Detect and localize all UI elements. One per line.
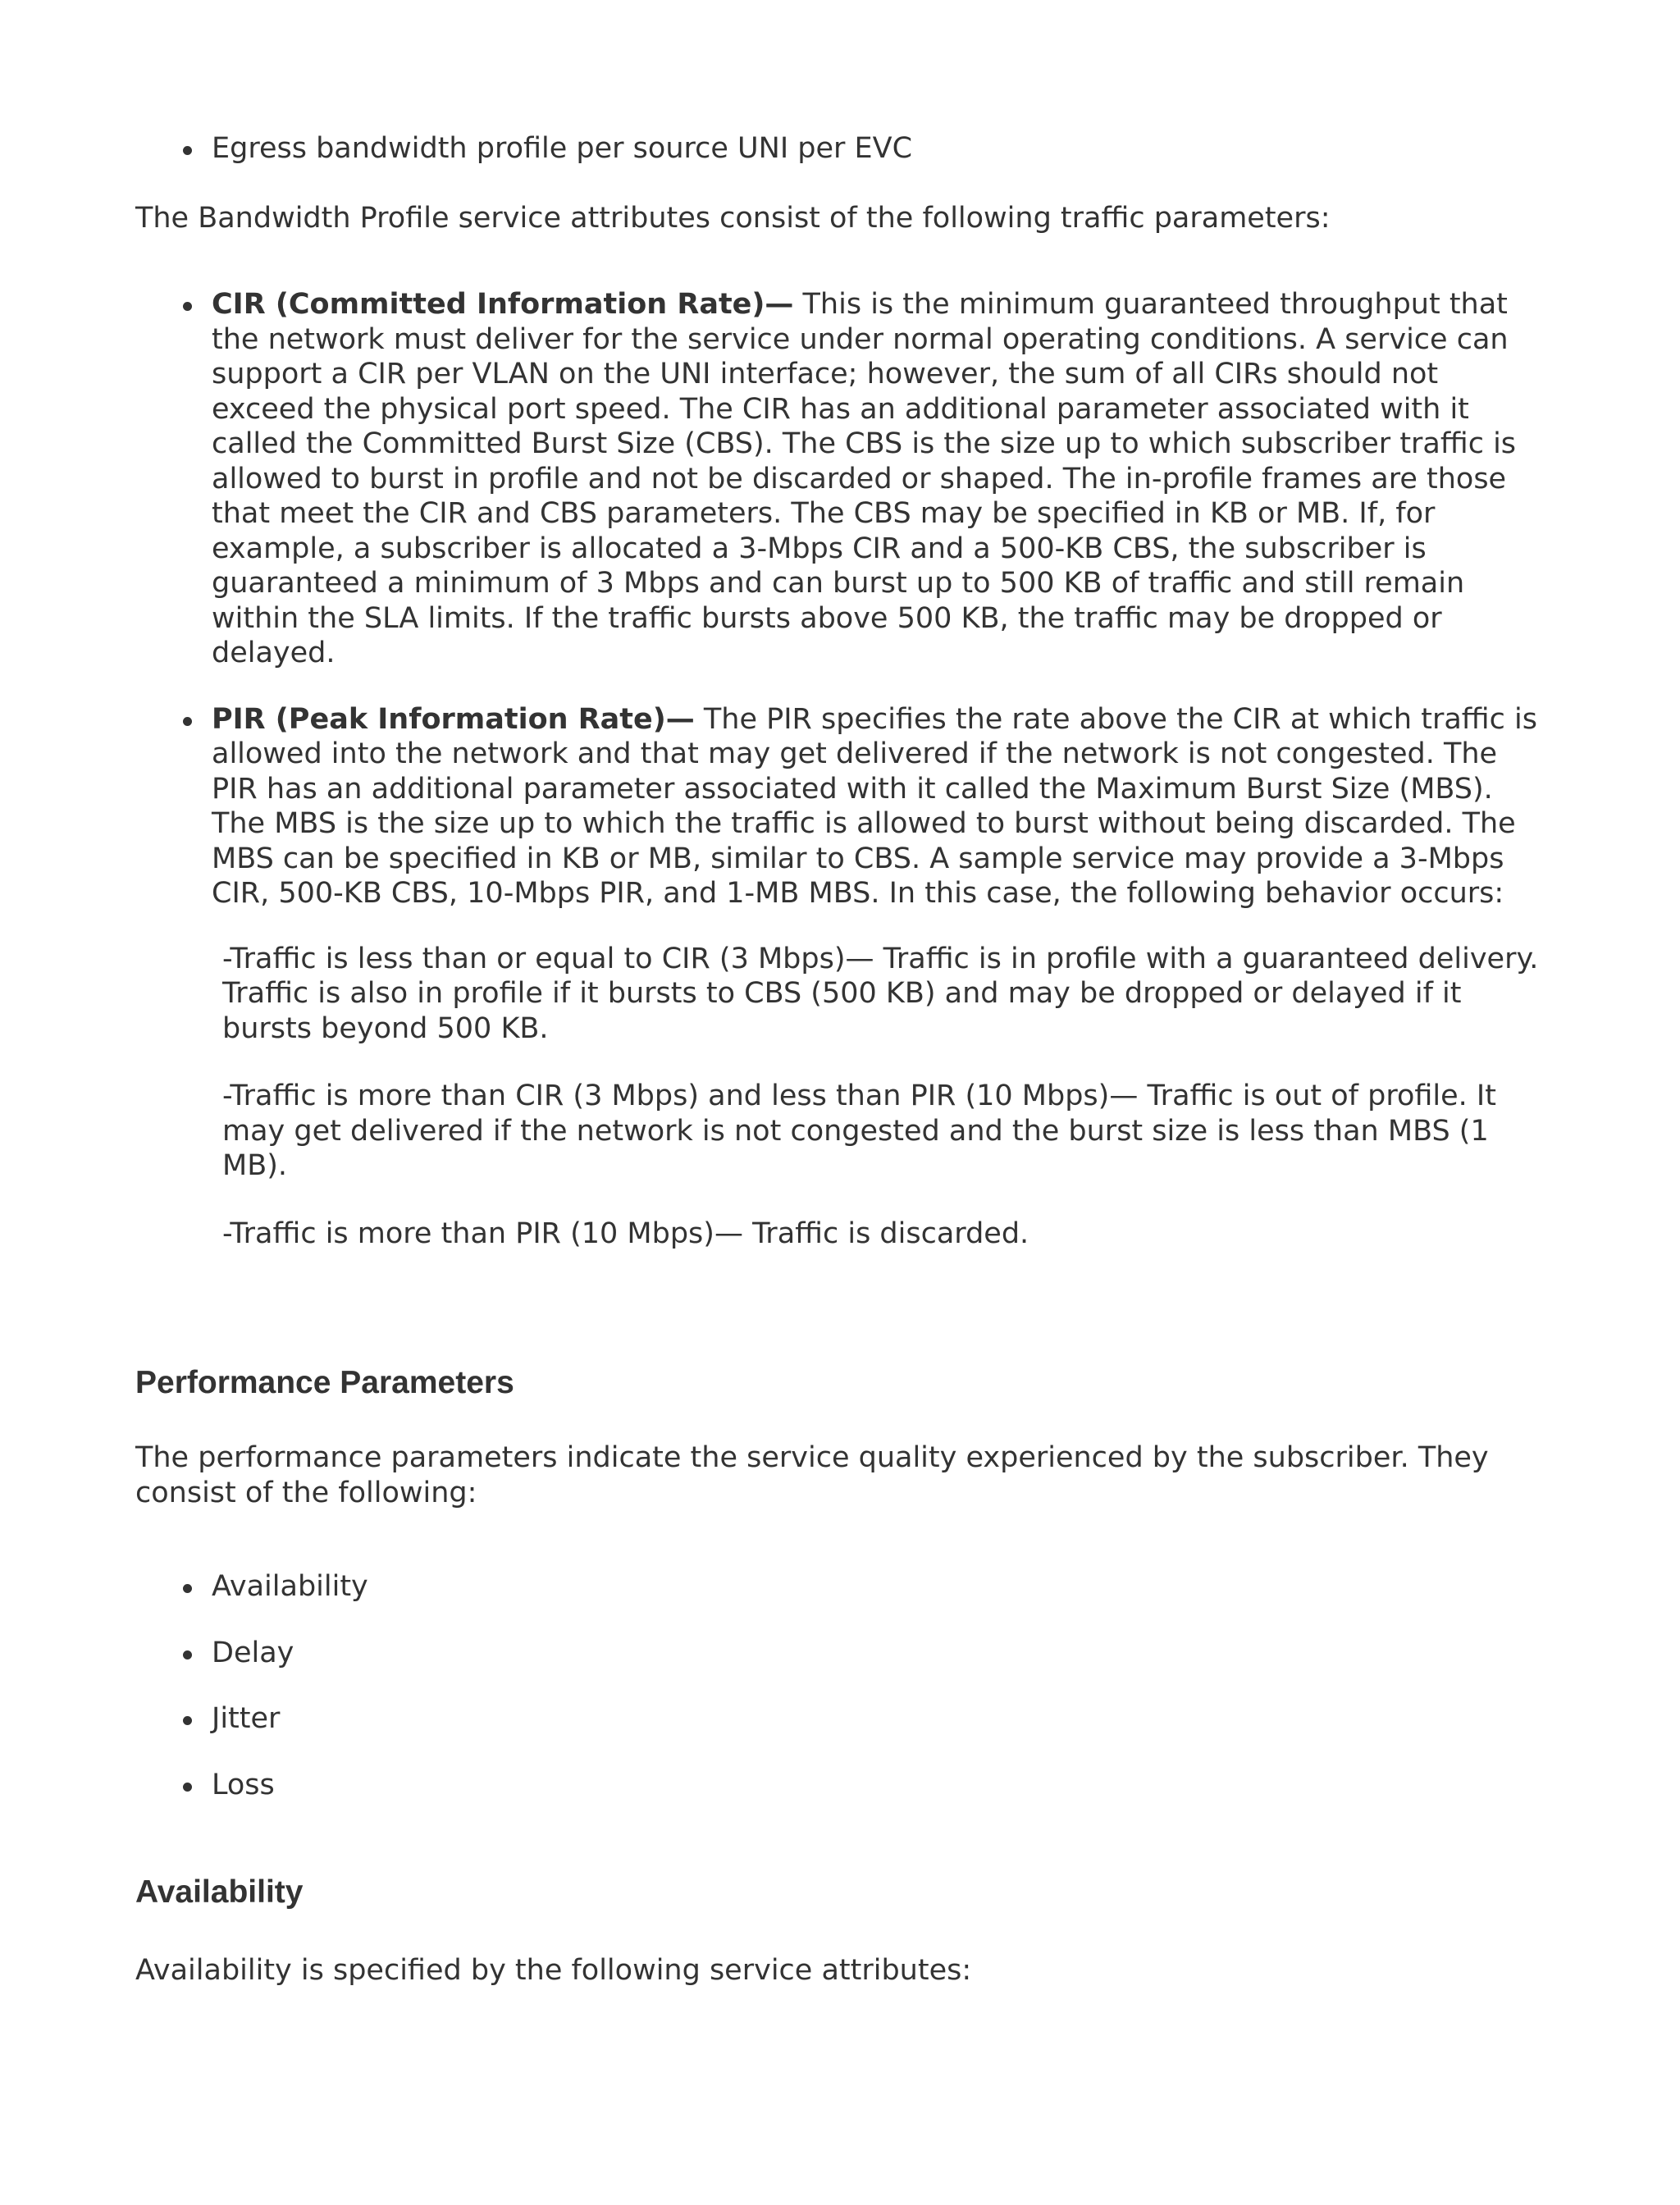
param-text: The PIR specifies the rate above the CIR at which traffic is allowed into the network and that may get delivered if the network is not congested. The PIR has an additional parameter associated with it called the Maximum Burst Size (MBS). The MBS is the size up to which the traffic is allowed to burst without being discarded. The MBS can be specified in KB or MB, similar to CBS. A sample service may provide a 3-Mbps CIR, 500-KB CBS, 10-Mbps PIR, and 1-MB MBS. In this case, the following behavior occurs: <box>212 702 1537 910</box>
param-pir <box>212 702 1546 911</box>
list-item: Jitter <box>212 1701 1546 1737</box>
behavior-block <box>135 942 1546 1252</box>
performance-intro: The performance parameters indicate the service quality experienced by the subscriber. They consist of the following: <box>135 1441 1489 1509</box>
param-text: This is the minimum guaranteed throughput that the network must deliver for the service under normal operating conditions. A service can support a CIR per VLAN on the UNI interface; however, the sum of all CIRs should not exceed the physical port speed. The CIR has an additional parameter associated with it called the Committed Burst Size (CBS). The CBS is the size up to which subscriber traffic is allowed to burst in profile and not be discarded or shaped. The in-profile frames are those that meet the CIR and CBS parameters. The CBS may be specified in KB or MB. If, for example, a subscriber is allocated a 3-Mbps CIR and a 500-KB CBS, the subscriber is guaranteed a minimum of 3 Mbps and can burst up to 500 KB of traffic and still remain within the SLA limits. If the traffic bursts above 500 KB, the traffic may be dropped or delayed. <box>212 288 1517 669</box>
performance-heading: Performance Parameters <box>135 1365 514 1400</box>
bandwidth-intro: The Bandwidth Profile service attributes consist of the following traffic parameters: <box>135 201 1331 235</box>
list-item: Availability <box>212 1569 1546 1605</box>
param-term: PIR (Peak Information Rate)— <box>212 702 695 736</box>
availability-heading: Availability <box>135 1874 304 1910</box>
list-item: Egress bandwidth profile per source UNI per EVC <box>212 131 1546 167</box>
behavior-paragraph: -Traffic is more than CIR (3 Mbps) and less than PIR (10 Mbps)— Traffic is out of profile. It may get delivered if the network is not congested and the burst size is less than MBS (1 MB). <box>222 1080 1496 1182</box>
traffic-params-list <box>135 287 1546 911</box>
param-term: CIR (Committed Information Rate)— <box>212 288 794 321</box>
param-cir <box>212 287 1546 671</box>
behavior-paragraph: -Traffic is less than or equal to CIR (3 Mbps)— Traffic is in profile with a guaranteed delivery. Traffic is also in profile if it bursts to CBS (500 KB) and may be dropped or delayed if it bursts beyond 500 KB. <box>222 942 1539 1045</box>
document-page <box>135 131 1546 1988</box>
behavior-paragraph: -Traffic is more than PIR (10 Mbps)— Traffic is discarded. <box>222 1217 1029 1250</box>
availability-intro: Availability is specified by the following service attributes: <box>135 1954 972 1987</box>
egress-list <box>135 131 1546 167</box>
performance-list <box>135 1569 1546 1802</box>
list-item: Loss <box>212 1768 1546 1803</box>
list-item: Delay <box>212 1636 1546 1671</box>
